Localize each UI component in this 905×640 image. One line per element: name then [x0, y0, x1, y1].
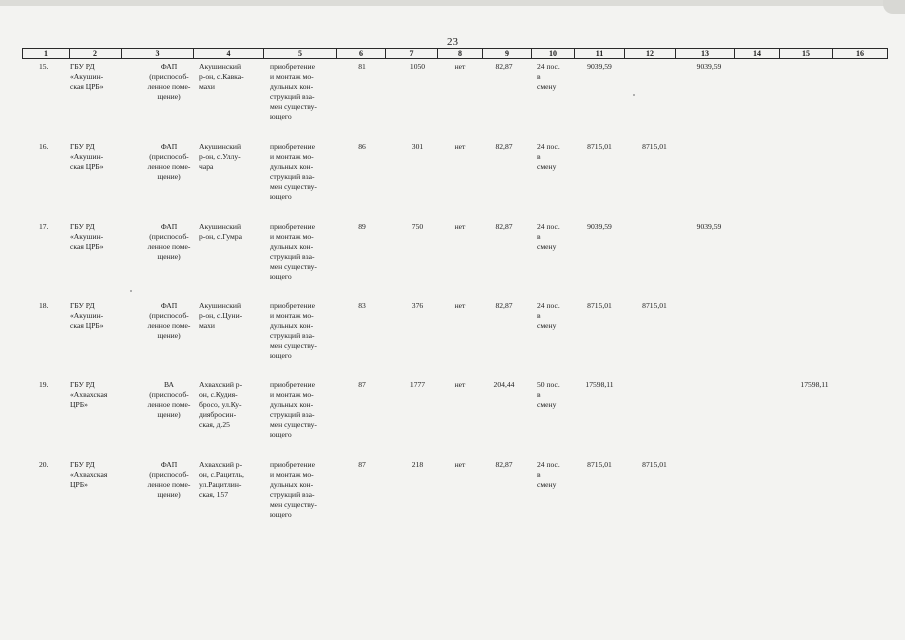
address: Ахвахский р- он, с.Кудия- бросо, ул.Ку- диябросин- ская, д.25	[199, 380, 243, 429]
row-number: 20.	[39, 460, 49, 469]
col-7-value: 1050	[409, 62, 426, 71]
column-header-8: 8	[438, 49, 483, 58]
work-description: приобретение и монтаж мо- дульных кон- струкций вза- мен существу- ющего	[270, 142, 317, 201]
work-description: приобретение и монтаж мо- дульных кон- струкций вза- мен существу- ющего	[270, 62, 317, 121]
organization: ГБУ РД «Акушин- ская ЦРБ»	[70, 301, 104, 330]
total-amount: 9039,59	[587, 62, 612, 71]
column-header-1: 1	[22, 49, 70, 58]
column-header-15: 15	[780, 49, 833, 58]
address: Акушинский р-он, с.Цуни- махи	[199, 301, 243, 330]
scan-corner	[883, 0, 905, 14]
facility-type: ФАП (приспособ- ленное поме- щение)	[147, 460, 191, 499]
capacity: 24 пос. в смену	[537, 460, 560, 489]
col-13-amount: 9039,59	[696, 222, 722, 231]
col-13-amount: 9039,59	[696, 62, 722, 71]
column-header-11: 11	[575, 49, 625, 58]
col-7-value: 218	[411, 460, 424, 469]
facility-type: ФАП (приспособ- ленное поме- щение)	[147, 142, 191, 181]
col-8-value: нет	[454, 222, 466, 231]
col-8-value: нет	[454, 380, 466, 389]
column-header-12: 12	[625, 49, 676, 58]
col-7-value: 376	[411, 301, 424, 310]
capacity: 24 пос. в смену	[537, 222, 560, 251]
work-description: приобретение и монтаж мо- дульных кон- струкций вза- мен существу- ющего	[270, 301, 317, 360]
capacity: 24 пос. в смену	[537, 62, 560, 91]
column-header-9: 9	[483, 49, 532, 58]
capacity: 24 пос. в смену	[537, 142, 560, 171]
row-number: 16.	[39, 142, 49, 151]
col-6-value: 89	[358, 222, 366, 231]
col-12-amount: 8715,01	[642, 460, 667, 469]
facility-type: ФАП (приспособ- ленное поме- щение)	[147, 301, 191, 340]
table-row	[22, 142, 888, 220]
col-8-value: нет	[454, 62, 466, 71]
page-number: 23	[447, 36, 458, 48]
facility-type: ФАП (приспособ- ленное поме- щение)	[147, 62, 191, 101]
column-header-10: 10	[532, 49, 575, 58]
work-description: приобретение и монтаж мо- дульных кон- струкций вза- мен существу- ющего	[270, 380, 317, 439]
row-number: 18.	[39, 301, 49, 310]
facility-type: ФАП (приспособ- ленное поме- щение)	[147, 222, 191, 261]
organization: ГБУ РД «Акушин- ская ЦРБ»	[70, 222, 104, 251]
work-description: приобретение и монтаж мо- дульных кон- струкций вза- мен существу- ющего	[270, 460, 317, 519]
col-6-value: 81	[358, 62, 366, 71]
address: Ахвахский р- он, с.Рацитль, ул.Рацитлин- ская, 157	[199, 460, 244, 499]
scan-speck	[130, 290, 132, 292]
column-header-13: 13	[676, 49, 735, 58]
organization: ГБУ РД «Акушин- ская ЦРБ»	[70, 142, 104, 171]
table-row	[22, 301, 888, 379]
col-9-value: 82,87	[495, 301, 513, 310]
scan-edge	[0, 0, 905, 6]
organization: ГБУ РД «Ахвахская ЦРБ»	[70, 380, 108, 409]
capacity: 50 пос. в смену	[537, 380, 560, 409]
organization: ГБУ РД «Акушин- ская ЦРБ»	[70, 62, 104, 91]
organization: ГБУ РД «Ахвахская ЦРБ»	[70, 460, 108, 489]
col-12-amount: 8715,01	[642, 142, 667, 151]
col-7-value: 750	[411, 222, 424, 231]
address: Акушинский р-он, с.Уллу- чара	[199, 142, 242, 171]
column-header-14: 14	[735, 49, 780, 58]
address: Акушинский р-он, с.Гумра	[199, 222, 243, 241]
col-7-value: 1777	[409, 380, 426, 389]
column-header-7: 7	[386, 49, 438, 58]
facility-type: ВА (приспособ- ленное поме- щение)	[147, 380, 191, 419]
col-9-value: 82,87	[495, 62, 513, 71]
table-header-row	[22, 48, 888, 59]
table-row	[22, 380, 888, 458]
scan-speck	[633, 94, 635, 96]
col-9-value: 82,87	[495, 142, 513, 151]
row-number: 17.	[39, 222, 49, 231]
work-description: приобретение и монтаж мо- дульных кон- струкций вза- мен существу- ющего	[270, 222, 317, 281]
total-amount: 8715,01	[587, 142, 612, 151]
row-number: 15.	[39, 62, 49, 71]
col-8-value: нет	[454, 142, 466, 151]
capacity: 24 пос. в смену	[537, 301, 560, 330]
col-6-value: 87	[358, 380, 366, 389]
col-7-value: 301	[411, 142, 424, 151]
column-header-2: 2	[69, 49, 122, 58]
col-6-value: 86	[358, 142, 366, 151]
col-8-value: нет	[454, 460, 466, 469]
column-header-16: 16	[833, 49, 888, 58]
total-amount: 8715,01	[587, 301, 612, 310]
total-amount: 8715,01	[587, 460, 612, 469]
table-row	[22, 62, 888, 140]
col-9-value: 82,87	[495, 460, 513, 469]
column-header-5: 5	[264, 49, 337, 58]
col-15-amount: 17598,11	[800, 380, 829, 389]
col-6-value: 87	[358, 460, 366, 469]
table-row	[22, 460, 888, 538]
column-header-6: 6	[337, 49, 386, 58]
column-header-4: 4	[194, 49, 264, 58]
column-header-3: 3	[122, 49, 194, 58]
total-amount: 9039,59	[587, 222, 612, 231]
col-6-value: 83	[358, 301, 366, 310]
col-8-value: нет	[454, 301, 466, 310]
col-12-amount: 8715,01	[642, 301, 667, 310]
row-number: 19.	[39, 380, 49, 389]
col-9-value: 82,87	[495, 222, 513, 231]
col-9-value: 204,44	[493, 380, 515, 389]
table-row	[22, 222, 888, 300]
address: Акушинский р-он, с.Кавка- махи	[199, 62, 244, 91]
total-amount: 17598,11	[585, 380, 614, 389]
